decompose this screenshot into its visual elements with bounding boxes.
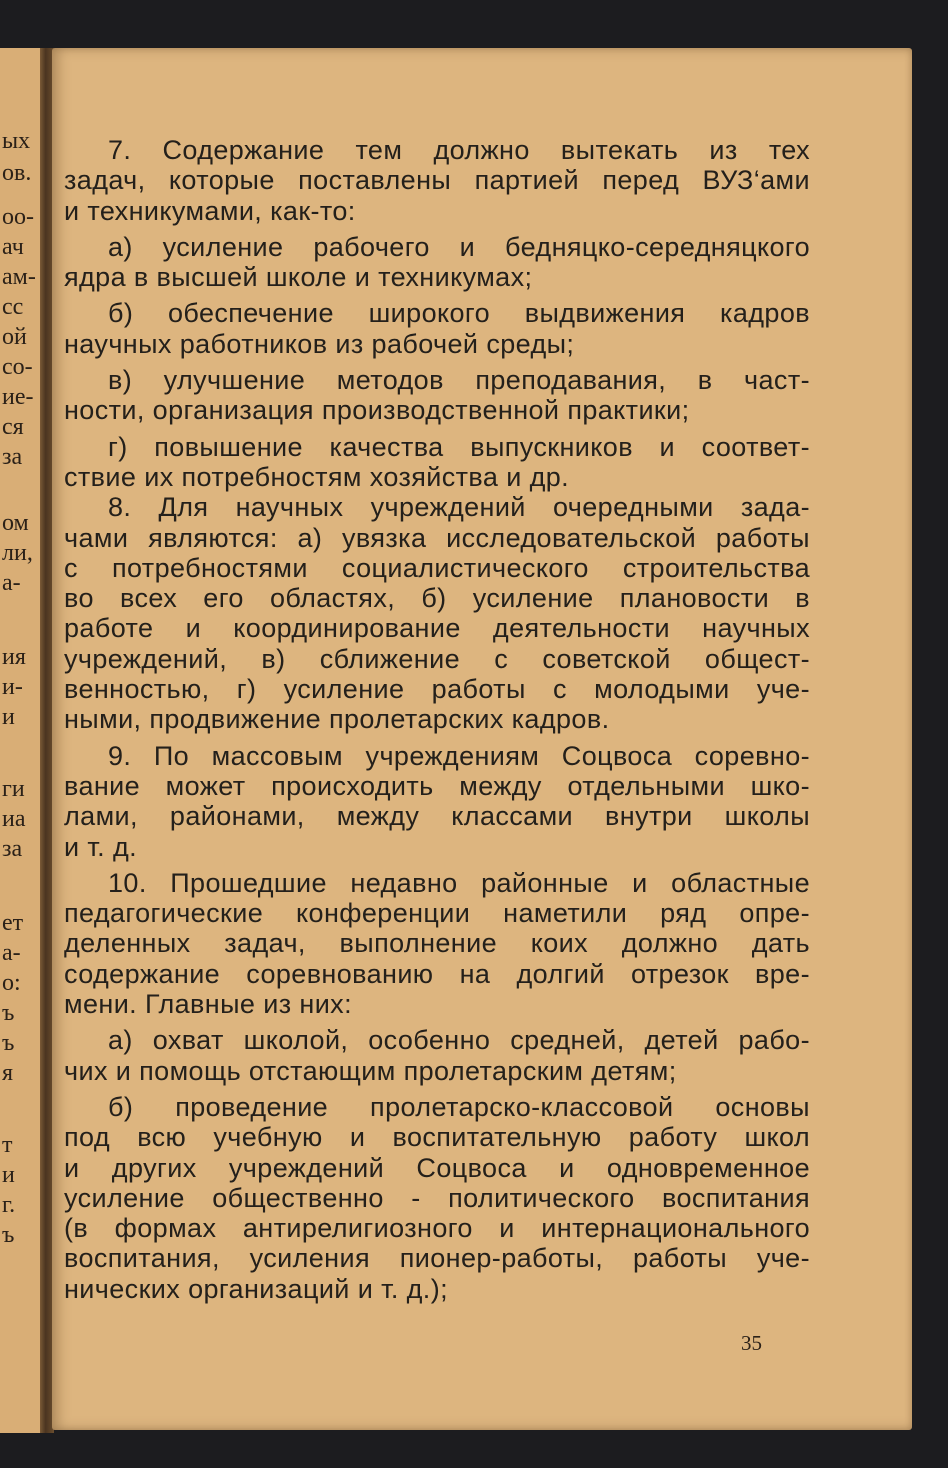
left-page-fragment: г. [2,1192,16,1218]
paragraph [64,1025,810,1086]
text-line: а) охват школой, особенно средней, детей рабо- [108,1025,810,1056]
paragraph [64,741,810,862]
paragraph [64,365,810,426]
text-line: 8. Для научных учреждений очередными зада- [108,492,810,523]
text-line: усиление общественно - политического воспитания [64,1182,810,1213]
text-line: учреждений, в) сближение с советской общест- [64,643,810,674]
left-page-fragment: со- [2,354,33,380]
left-page-fragment: за [2,444,23,470]
left-page-fragment: ги [2,776,25,802]
left-page-fragment: ъ [2,1222,15,1248]
text-line: мени. Главные из них: [64,989,352,1020]
text-line: ности, организация производственной практики; [64,395,690,426]
left-page-fragment: и [2,1162,15,1188]
text-line: а) усиление рабочего и бедняцко-середняцкого [108,231,810,262]
text-line: воспитания, усиления пионер-работы, работы уче- [64,1243,810,1274]
left-page-fragment: ся [2,414,24,440]
text-line: и т. д. [64,831,138,862]
text-line: б) проведение пролетарско-классовой основы [108,1091,810,1122]
left-page-fragment: я [2,1060,14,1086]
text-line: педагогические конференции наметили ряд опре- [64,898,810,929]
paragraph [64,432,810,493]
left-page-fragment: и- [2,674,23,700]
left-page-fragment: сс [2,294,24,320]
text-line: (в формах антирелигиозного и интернационального [64,1213,810,1244]
text-line: содержание соревнованию на долгий отрезок вре- [64,958,810,989]
left-page-fragment: ов. [2,160,32,186]
text-line: ствие их потребностям хозяйства и др. [64,461,570,492]
text-line: ными, продвижение пролетарских кадров. [64,704,610,735]
text-line: 9. По массовым учреждениям Соцвоса соревно- [108,740,810,771]
text-line: б) обеспечение широкого выдвижения кадров [108,298,810,329]
text-line: ядра в высшей школе и техникумах; [64,262,533,293]
left-page-fragment: и [2,704,15,730]
left-page-fragment: ам- [2,264,36,290]
text-line: научных работников из рабочей среды; [64,328,575,359]
left-page-fragment: ия [2,644,26,670]
left-page-fragment: ет [2,910,24,936]
text-line: вание может происходить между отдельными шко- [64,770,810,801]
left-page-fragment: ач [2,234,24,260]
text-line: чих и помощь отстающим пролетарским детям; [64,1055,677,1086]
text-line: под всю учебную и воспитательную работу школ [64,1122,810,1153]
text-line: деленных задач, выполнение коих должно дать [64,928,810,959]
paragraph [64,298,810,359]
left-page-fragment: ых [2,128,31,154]
left-page-fragment: ъ [2,1000,15,1026]
left-page-fragment: а- [2,940,21,966]
left-page-fragment: оо- [2,204,34,230]
page-number: 35 [741,1331,762,1355]
left-page-fragment: ъ [2,1030,15,1056]
text-line: работе и координирование деятельности научных [64,613,810,644]
text-line: и других учреждений Соцвоса и одновременное [64,1152,810,1183]
paragraph [64,868,810,1019]
paragraph [64,135,810,226]
paragraph [64,1092,810,1304]
text-line: нических организаций и т. д.); [64,1273,449,1304]
text-line: задач, которые поставлены партией перед ВУЗ‘ами [64,165,810,196]
left-page-fragment: ой [2,324,27,350]
text-line: венностью, г) усиление работы с молодыми уче- [64,674,810,705]
page-text [64,135,810,1304]
left-page-fragment: т [2,1132,13,1158]
text-line: с потребностями социалистического строительства [64,552,810,583]
left-page-fragment: ом [2,510,29,536]
text-line: в) улучшение методов преподавания, в част- [108,365,810,396]
text-line: и техникумами, как-то: [64,195,356,226]
left-page-fragment: иа [2,806,26,832]
left-page-fragment: за [2,836,23,862]
text-line: лами, районами, между классами внутри школы [64,801,810,832]
left-page-edge [0,48,44,1433]
paragraph [64,232,810,293]
left-page-fragment: а- [2,570,21,596]
left-page-fragment: ли, [2,540,33,566]
text-line: во всех его областях, б) усиление плановости в [64,583,810,614]
text-line: 7. Содержание тем должно вытекать из тех [108,135,810,165]
paragraph [64,492,810,734]
text-line: г) повышение качества выпускников и соответ- [108,431,810,462]
left-page-fragment: ие- [2,384,34,410]
text-line: чами являются: а) увязка исследовательской работы [64,522,810,553]
text-line: 10. Прошедшие недавно районные и областные [108,867,810,898]
book-page [52,48,912,1430]
left-page-fragment: о: [2,970,21,996]
